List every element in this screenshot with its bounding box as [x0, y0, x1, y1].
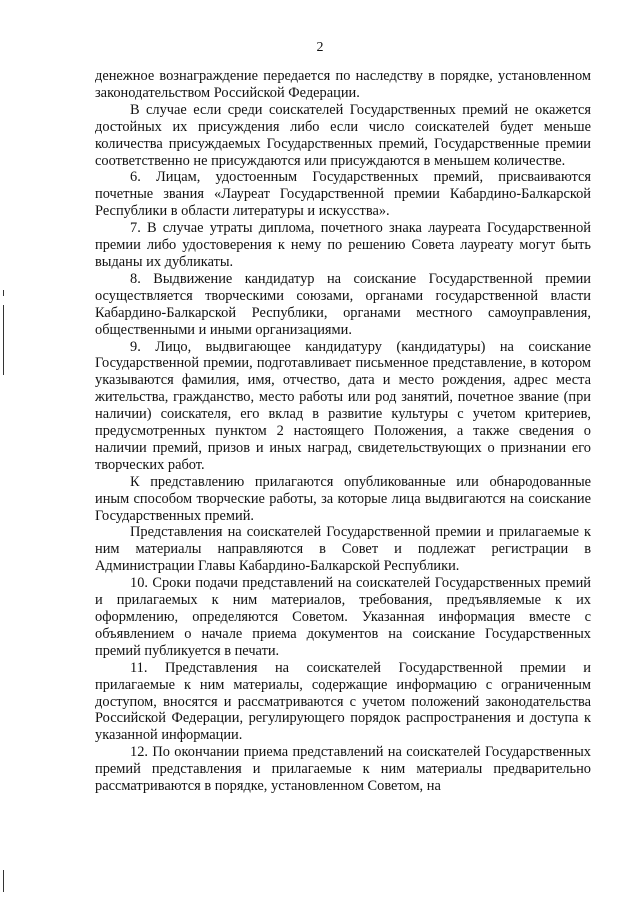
paragraph-item-10: 10. Сроки подачи представлений на соискателей Государственных премий и прилагаемых к ним материалов, требования, предъявляемые к их оформлению, определяются Советом. Указанная информация вместе с объявлением о начале приема документов на соискание Государственных премий публикуется в печати. [95, 575, 591, 659]
scan-margin-mark [3, 290, 4, 296]
paragraph-item-8: 8. Выдвижение кандидатур на соискание Государственной премии осуществляется творческими союзами, органами государственной власти Кабардино-Балкарской Республики, органами местного самоуправления, общественными и иными организациями. [95, 270, 591, 338]
paragraph-item-12: 12. По окончании приема представлений на соискателей Государственных премий представления и прилагаемые к ним материалы предварительно рассматриваются в порядке, установленном Советом, на [95, 744, 591, 795]
paragraph-item-7: 7. В случае утраты диплома, почетного знака лауреата Государственной премии либо удостоверения к нему по решению Совета лауреату могут быть выданы их дубликаты. [95, 220, 591, 270]
paragraph-registration: Представления на соискателей Государственной премии и прилагаемые к ним материалы направляются в Совет и подлежат регистрации в Администрации Главы Кабардино-Балкарской Республики. [95, 524, 591, 575]
page-number: 2 [316, 40, 324, 55]
paragraph-continuation: денежное вознаграждение передается по наследству в порядке, установленном законодательством Российской Федерации. [95, 68, 591, 101]
scan-margin-line-bottom [3, 870, 4, 892]
paragraph-item-6: 6. Лицам, удостоенным Государственных премий, присваиваются почетные звания «Лауреат Государственной премии Кабардино-Балкарской Республики в области литературы и искусства». [95, 169, 591, 220]
paragraph-item-11: 11. Представления на соискателей Государственной премии и прилагаемые к ним материалы, содержащие информацию с ограниченным доступом, вносятся и рассматриваются с учетом положений законодательства Российской Федерации, регулирующего порядок распространения и доступа к указанной информации. [95, 659, 591, 744]
document-body [95, 68, 591, 795]
scan-margin-line [3, 305, 4, 375]
paragraph-attachments: К представлению прилагаются опубликованные или обнародованные иным способом творческие работы, за которые лица выдвигаются на соискание Государственных премий. [95, 473, 591, 524]
paragraph-no-award: В случае если среди соискателей Государственных премий не окажется достойных их присуждения либо если число соискателей будет меньше количества присуждаемых Государственных премий, Государственные премии соответственно не присуждаются или присуждаются в меньшем количестве. [95, 101, 591, 169]
paragraph-item-9: 9. Лицо, выдвигающее кандидатуру (кандидатуры) на соискание Государственной премии, подготавливает письменное представление, в котором указываются фамилия, имя, отчество, дата и место рождения, адрес места жительства, гражданство, место работы или род занятий, почетное звание (при наличии) соискателя, его вклад в развитие культуры с учетом критериев, предусмотренных пунктом 2 настоящего Положения, а также сведения о наличии премий, призов и иных наград, свидетельствующих о признании его творческих работ. [95, 338, 591, 473]
